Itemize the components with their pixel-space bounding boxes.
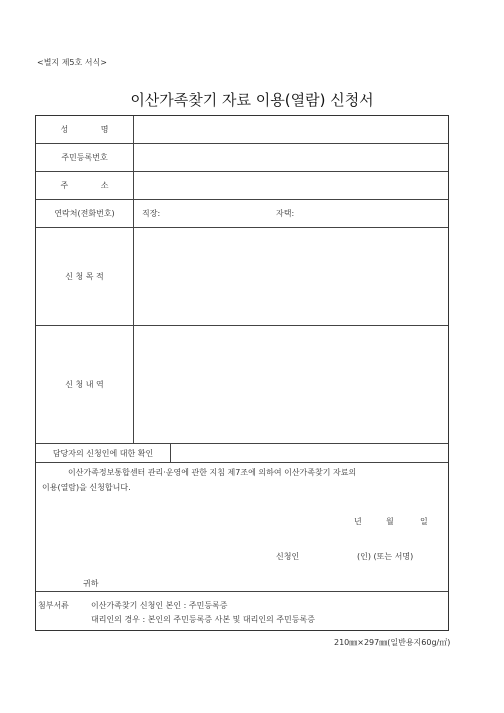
details-row [36, 326, 448, 444]
resident-number-label: 주민등록번호 [36, 144, 134, 171]
resident-number-field[interactable] [135, 144, 448, 171]
contact-label: 연락처(전화번호) [36, 200, 134, 227]
details-field[interactable] [135, 326, 448, 443]
statement-line-2: 이용(열람)을 신청합니다. [42, 483, 131, 492]
resident-number-row [36, 144, 448, 172]
confirm-label: 담당자의 신청인에 대한 확인 [36, 444, 171, 462]
purpose-row [36, 228, 448, 326]
applicant-label: 신청인 [276, 552, 300, 561]
contact-row [36, 200, 448, 228]
attachment-item-1: 이산가족찾기 신청인 본인 : 주민등록증 [91, 601, 228, 610]
name-row [36, 116, 448, 144]
contact-home-label: 자택: [276, 209, 295, 218]
address-label-text: 주 소 [60, 181, 109, 190]
statement-line-1: 이산가족정보통합센터 관리·운영에 관한 지침 제7조에 의하여 이산가족찾기 자료의 [68, 468, 357, 477]
contact-work-label: 직장: [142, 209, 161, 218]
signature-area [36, 463, 448, 592]
confirm-field[interactable] [172, 444, 448, 462]
name-field[interactable] [135, 116, 448, 143]
date-day-label: 일 [420, 517, 428, 526]
date-year-label: 년 [354, 517, 362, 526]
date-month-label: 월 [386, 517, 394, 526]
form-number: <별지 제5호 서식> [37, 58, 107, 67]
address-label [36, 172, 134, 199]
attachments [36, 592, 448, 630]
name-label-text: 성 명 [60, 125, 109, 134]
application-form [35, 115, 449, 631]
address-field[interactable] [135, 172, 448, 199]
name-label [36, 116, 134, 143]
address-row [36, 172, 448, 200]
attachments-label: 첨부서류 [38, 601, 69, 610]
applicant-seal: (인) (또는 서명) [357, 552, 414, 561]
details-label: 신 청 내 역 [36, 326, 134, 443]
form-title: 이산가족찾기 자료 이용(열람) 신청서 [130, 91, 374, 109]
paper-size-note: 210㎜×297㎜(일반용지60g/㎡) [334, 638, 451, 647]
purpose-field[interactable] [135, 228, 448, 325]
confirm-row [36, 444, 448, 463]
purpose-label: 신 청 목 적 [36, 228, 134, 325]
attachment-item-2: 대리인의 경우 : 본인의 주민등록증 사본 및 대리인의 주민등록증 [91, 615, 315, 624]
recipient-label: 귀하 [83, 579, 99, 588]
